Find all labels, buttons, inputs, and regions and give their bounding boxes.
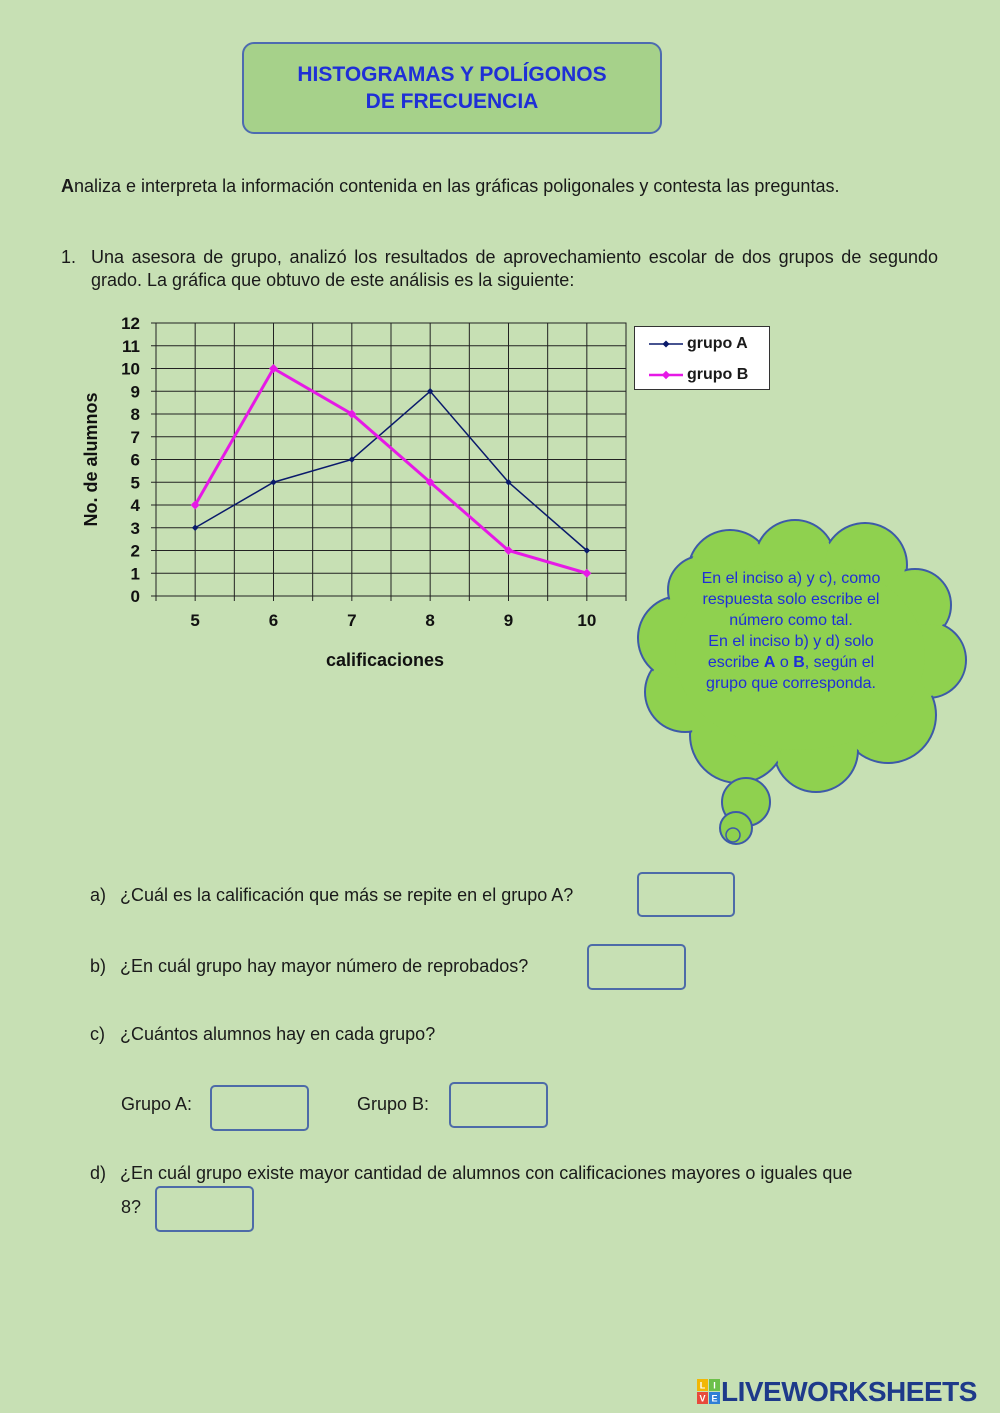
data-point-grupo-a (270, 479, 276, 485)
instructions (61, 176, 839, 197)
frequency-polygon-chart (70, 306, 640, 686)
data-point-grupo-a (192, 525, 198, 531)
cloud-note-post: , según el grupo que corresponda. (706, 654, 876, 692)
instructions-text: naliza e interpreta la información contenida en las gráficas poligonales y contesta las preguntas. (74, 176, 840, 196)
question-b-text: ¿En cuál grupo hay mayor número de reprobados? (120, 956, 529, 976)
question-d-text-2: 8? (121, 1197, 142, 1217)
x-tick-label: 9 (503, 611, 514, 630)
y-tick-label: 7 (130, 427, 140, 447)
liveworksheets-logo (697, 1376, 977, 1408)
y-tick-label: 2 (130, 541, 140, 561)
answer-c-group-b-input[interactable] (449, 1082, 548, 1128)
x-axis-label: calificaciones (325, 650, 445, 670)
question-b-label: b) (90, 956, 107, 976)
answer-c-group-a-input[interactable] (210, 1085, 309, 1131)
title-line-2: DE FRECUENCIA (365, 90, 539, 113)
question-1-number: 1. (61, 247, 77, 267)
y-tick-label: 3 (130, 518, 140, 538)
question-1-text: Una asesora de grupo, analizó los resultados de aprovechamiento escolar de dos grupos de segundo grado. La gráfica que obtuvo de este análisis es la siguiente: (91, 247, 938, 290)
x-tick-label: 5 (190, 611, 200, 630)
cloud-note-bold-a: A (763, 654, 776, 671)
question-a-label: a) (90, 885, 107, 905)
cloud-note-mid: o (775, 654, 794, 671)
answer-a-input[interactable] (637, 872, 735, 917)
liveworksheets-badge-icon (697, 1379, 721, 1405)
y-tick-label: 8 (130, 405, 140, 424)
legend-line-icon-a (649, 339, 683, 349)
question-c-text: ¿Cuántos alumnos hay en cada grupo? (120, 1024, 436, 1044)
question-d-text: ¿En cuál grupo existe mayor cantidad de alumnos con calificaciones mayores o iguales que (120, 1163, 853, 1183)
question-d-label: d) (90, 1163, 107, 1183)
x-tick-label: 6 (268, 611, 279, 630)
y-axis-label: No. de alumnos (81, 392, 101, 527)
x-tick-label: 7 (347, 611, 357, 630)
legend-label-a: grupo A (687, 335, 748, 352)
cloud-note-pre: En el inciso b) y d) solo escribe (707, 633, 874, 671)
legend-line-icon-b (649, 370, 683, 380)
y-tick-label: 6 (130, 450, 140, 470)
y-tick-label: 0 (130, 587, 140, 606)
badge-letter-e: E (711, 1393, 718, 1404)
cloud-note-bold-b: B (793, 654, 805, 671)
badge-letter-l: L (699, 1380, 706, 1391)
answer-d-input[interactable] (155, 1186, 254, 1232)
question-1 (61, 246, 938, 292)
question-a-text: ¿Cuál es la calificación que más se repite en el grupo A? (120, 885, 574, 905)
y-tick-label: 5 (130, 473, 140, 493)
chart-legend (634, 326, 770, 390)
answer-b-input[interactable] (587, 944, 686, 990)
x-tick-label: 10 (577, 611, 597, 630)
instructions-initial: A (61, 176, 74, 196)
legend-item-grupo-a (635, 334, 748, 354)
legend-item-grupo-b (635, 365, 748, 385)
title-box (242, 42, 662, 134)
cloud-note-line-2 (688, 631, 894, 694)
title-line-1: HISTOGRAMAS Y POLÍGONOS (297, 63, 607, 86)
y-tick-label: 11 (122, 336, 140, 356)
legend-label-b: grupo B (687, 366, 749, 383)
question-c-label: c) (90, 1024, 105, 1044)
badge-letter-i: I (713, 1380, 716, 1391)
cloud-note (688, 568, 894, 694)
y-tick-label: 12 (121, 314, 140, 333)
y-tick-label: 1 (130, 564, 140, 584)
y-tick-label: 4 (130, 496, 140, 515)
cloud-note-line-1: En el inciso a) y c), como respuesta solo escribe el número como tal. (701, 570, 881, 629)
y-tick-label: 10 (121, 359, 140, 379)
group-a-label: Grupo A: (121, 1094, 193, 1114)
y-tick-label: 9 (130, 382, 140, 402)
group-b-label: Grupo B: (357, 1094, 430, 1114)
liveworksheets-logo-text: LIVEWORKSHEETS (721, 1376, 977, 1407)
data-point-grupo-b (582, 569, 591, 578)
x-tick-label: 8 (425, 611, 435, 630)
badge-letter-v: V (699, 1393, 706, 1404)
